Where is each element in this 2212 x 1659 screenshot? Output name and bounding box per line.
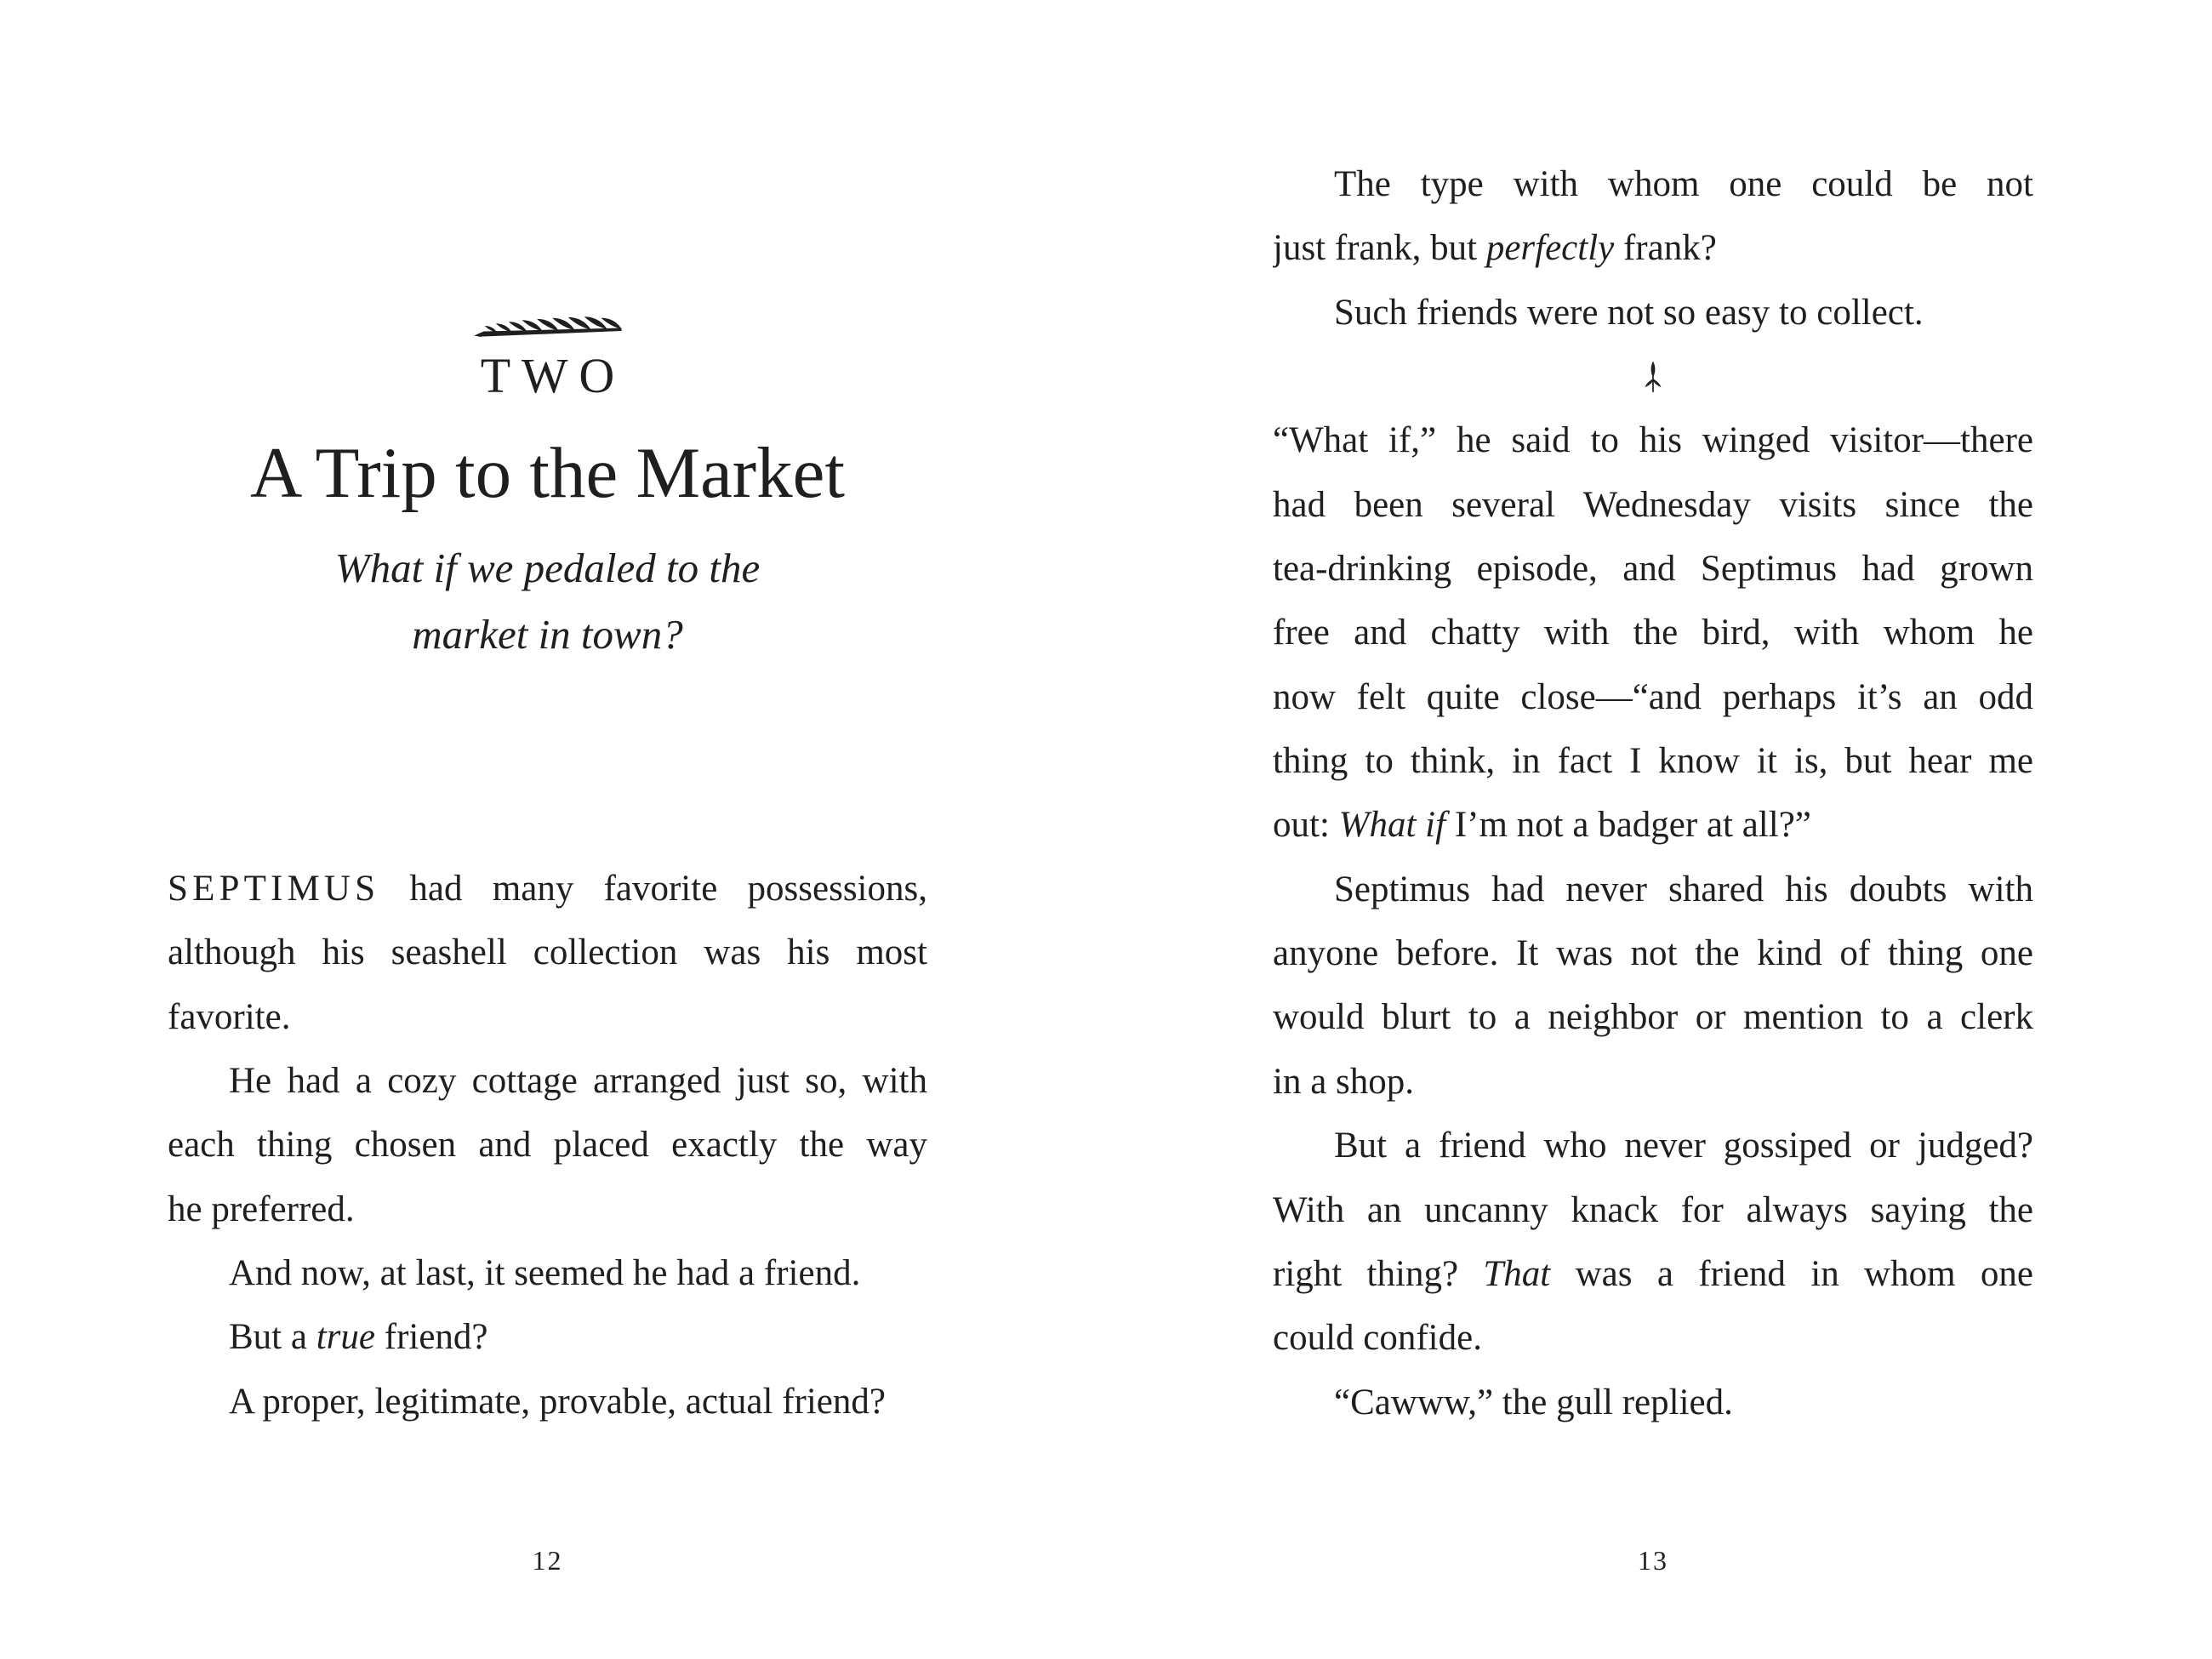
body-line: had been several Wednesday visits since the [1273, 484, 2033, 525]
body-line: out: What if I’m not a badger at all?” [1273, 805, 1811, 846]
body-line: right thing? That was a friend in whom one [1273, 1253, 2033, 1294]
left-page-body-text [168, 857, 927, 1434]
right-page [1273, 0, 2033, 1659]
sprig-ornament-icon [1643, 361, 1663, 393]
body-line: would blurt to a neighbor or mention to a clerk [1273, 997, 2033, 1038]
epigraph-line: market in town? [412, 611, 683, 658]
body-line: in a shop. [1273, 1061, 1415, 1102]
body-line: thing to think, in fact I know it is, but hear me [1273, 741, 2033, 782]
body-line: Such friends were not so easy to collect. [1334, 292, 1924, 333]
body-line: each thing chosen and placed exactly the way [168, 1125, 927, 1166]
right-page-body-text [1273, 152, 2033, 1434]
left-page [168, 0, 927, 1659]
epigraph-line: What if we pedaled to the [334, 544, 761, 591]
branch-ornament-icon [473, 314, 622, 341]
body-line: he preferred. [168, 1189, 355, 1229]
body-line: With an uncanny knack for always saying the [1273, 1189, 2033, 1230]
page-number-right: 13 [1638, 1545, 1668, 1576]
chapter-title: A Trip to the Market [250, 433, 845, 513]
body-line: But a true friend? [229, 1317, 488, 1358]
chapter-head-ornament [473, 314, 622, 341]
body-line: free and chatty with the bird, with whom he [1273, 613, 2033, 653]
body-line: anyone before. It was not the kind of thing one [1273, 933, 2033, 974]
chapter-number: TWO [480, 348, 626, 403]
chapter-epigraph [168, 535, 927, 668]
page-number-left: 12 [532, 1545, 563, 1576]
body-line: Septimus had never shared his doubts with [1334, 869, 2033, 909]
section-break-ornament [1273, 345, 2033, 408]
body-line: favorite. [168, 996, 291, 1037]
body-line: “Cawww,” the gull replied. [1334, 1382, 1733, 1422]
body-line: He had a cozy cottage arranged just so, with [229, 1061, 927, 1102]
body-line: The type with whom one could be not [1334, 164, 2033, 204]
body-line: SEPTIMUS had many favorite possessions, [168, 869, 927, 909]
body-line: And now, at last, it seemed he had a friend. [229, 1253, 861, 1294]
body-line: “What if,” he said to his winged visitor—there [1273, 420, 2033, 461]
body-line: A proper, legitimate, provable, actual friend? [229, 1381, 886, 1422]
body-line: tea-drinking episode, and Septimus had grown [1273, 549, 2033, 590]
body-line: although his seashell collection was his most [168, 932, 927, 973]
body-line: now felt quite close—“and perhaps it’s an odd [1273, 676, 2033, 717]
body-line: could confide. [1273, 1318, 1482, 1359]
body-line: But a friend who never gossiped or judged? [1334, 1126, 2033, 1166]
body-line: just frank, but perfectly frank? [1273, 228, 1717, 269]
